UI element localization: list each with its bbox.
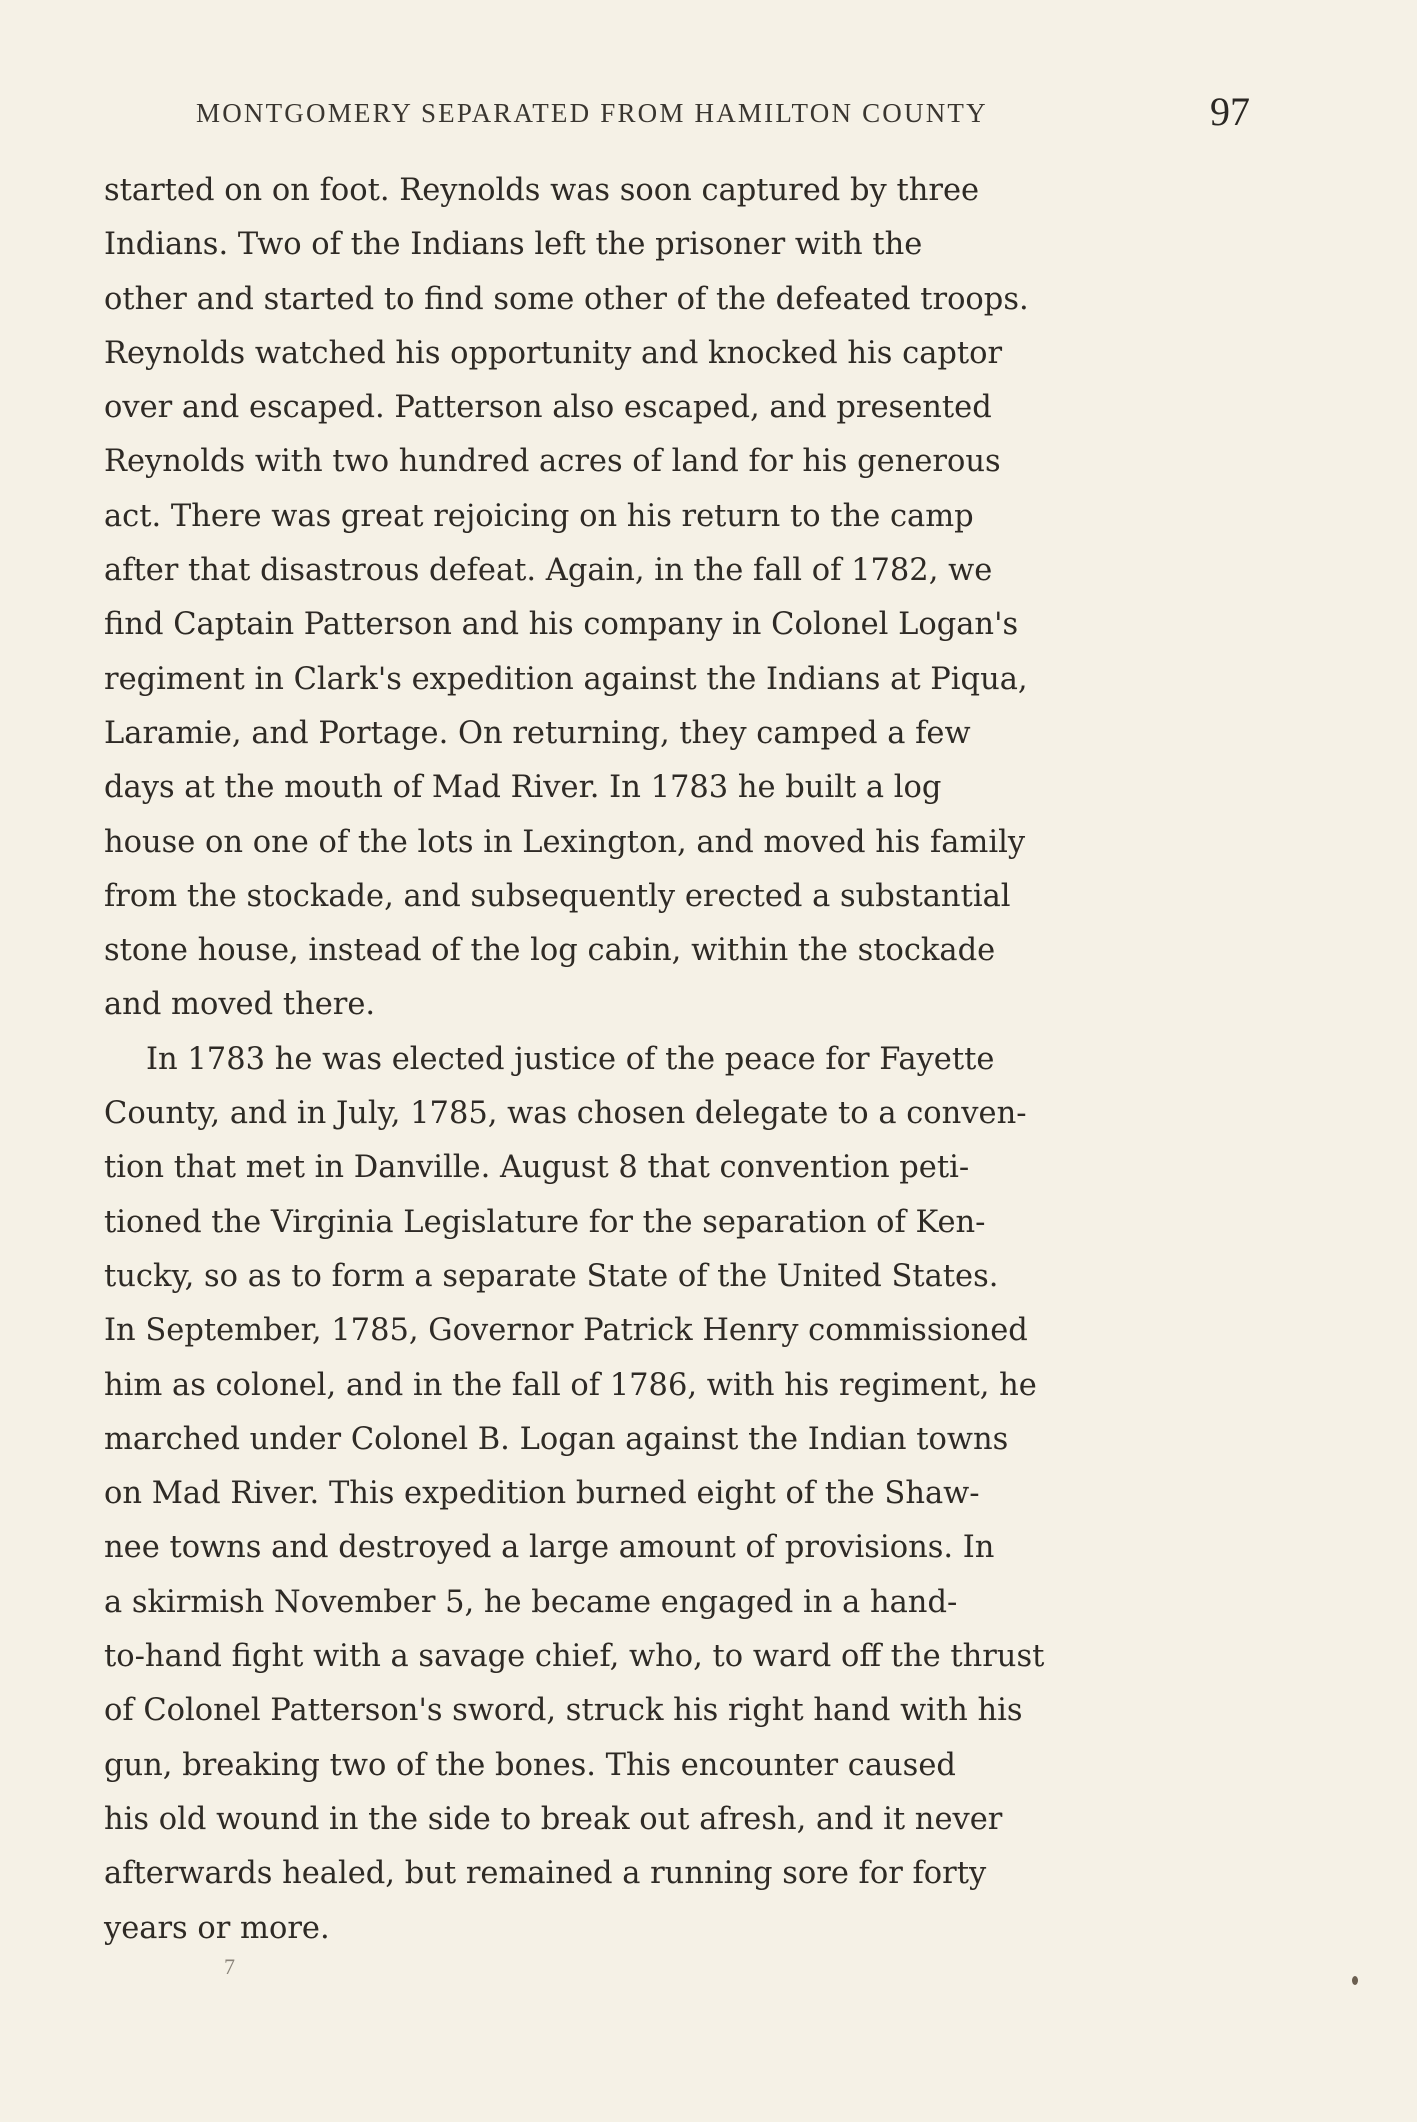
text-line: stone house, instead of the log cabin, within the stockade — [104, 933, 996, 969]
text-line: act. There was great rejoicing on his return to the camp — [104, 498, 974, 534]
text-line: years or more. — [104, 1910, 330, 1946]
text-line: a skirmish November 5, he became engaged in a hand- — [104, 1584, 958, 1620]
text-line: him as colonel, and in the fall of 1786, with his regiment, he — [104, 1367, 1037, 1403]
ink-speck — [1352, 1976, 1358, 1985]
text-line: In 1783 he was elected justice of the peace for Fayette — [146, 1041, 995, 1077]
page-number: 97 — [1210, 89, 1250, 134]
text-line: tucky, so as to form a separate State of the United States. — [104, 1258, 999, 1294]
text-line: tioned the Virginia Legislature for the separation of Ken- — [104, 1204, 986, 1240]
text-line: his old wound in the side to break out afresh, and it never — [104, 1801, 1003, 1837]
text-line: In September, 1785, Governor Patrick Henry commissioned — [104, 1313, 1028, 1349]
signature-mark: 7 — [224, 1954, 235, 1979]
text-line: on Mad River. This expedition burned eight of the Shaw- — [104, 1476, 980, 1512]
text-line: days at the mouth of Mad River. In 1783 he built a log — [104, 770, 942, 806]
text-line: and moved there. — [104, 987, 376, 1023]
text-line: County, and in July, 1785, was chosen delegate to a conven- — [104, 1096, 1027, 1132]
text-line: after that disastrous defeat. Again, in the fall of 1782, we — [104, 553, 993, 589]
text-line: gun, breaking two of the bones. This encounter caused — [104, 1747, 956, 1783]
text-line: started on on foot. Reynolds was soon captured by three — [104, 173, 980, 208]
text-line: nee towns and destroyed a large amount of provisions. In — [104, 1530, 995, 1566]
text-line: Laramie, and Portage. On returning, they camped a few — [104, 715, 971, 751]
text-line: other and started to find some other of the defeated troops. — [104, 281, 1029, 317]
text-line: house on one of the lots in Lexington, and moved his family — [104, 824, 1026, 860]
text-line: Reynolds with two hundred acres of land for his generous — [104, 444, 1001, 480]
running-head — [196, 88, 1250, 138]
text-line: Indians. Two of the Indians left the prisoner with the — [104, 227, 923, 263]
text-line: tion that met in Danville. August 8 that convention peti- — [104, 1150, 970, 1186]
text-line: find Captain Patterson and his company in Colonel Logan's — [104, 607, 1019, 643]
text-line: over and escaped. Patterson also escaped, and presented — [104, 390, 992, 426]
text-line: from the stockade, and subsequently erected a substantial — [104, 878, 1011, 914]
text-line: Reynolds watched his opportunity and knocked his captor — [104, 335, 1003, 371]
text-line: of Colonel Patterson's sword, struck his right hand with his — [104, 1693, 1023, 1729]
text-line: to-hand fight with a savage chief, who, to ward off the thrust — [104, 1639, 1045, 1675]
text-line: marched under Colonel B. Logan against the Indian towns — [104, 1421, 1009, 1457]
text-line: afterwards healed, but remained a running sore for forty — [104, 1856, 987, 1892]
body-text — [104, 164, 1250, 1956]
text-line: regiment in Clark's expedition against the Indians at Piqua, — [104, 661, 1028, 697]
running-title: MONTGOMERY SEPARATED FROM HAMILTON COUNTY — [196, 98, 988, 128]
